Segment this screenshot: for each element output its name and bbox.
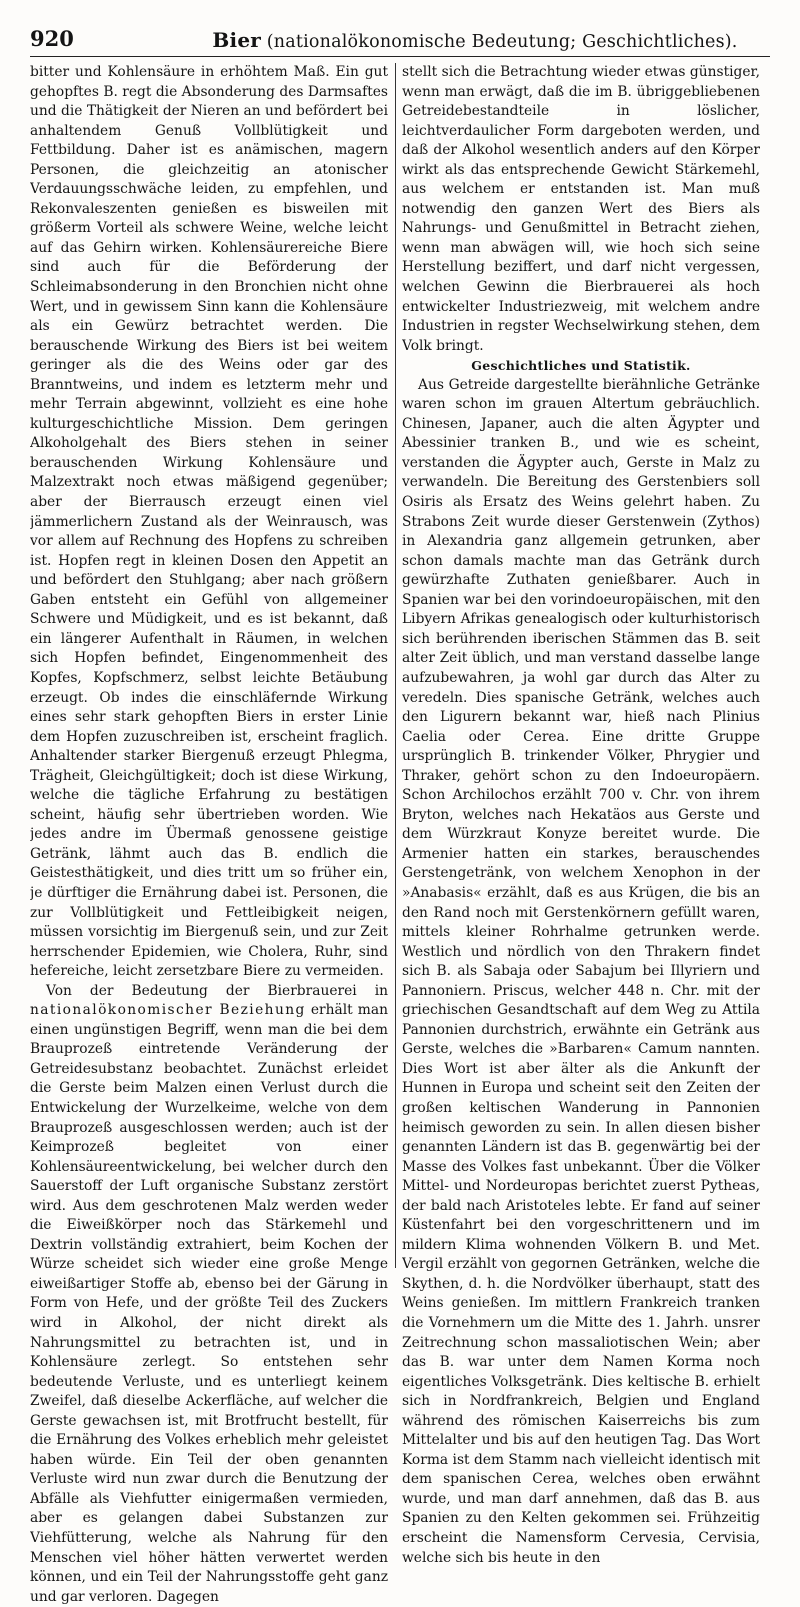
paragraph-economic-continued: stellt sich die Betrachtung wieder etwas günstiger, wenn man erwägt, daß die im B. übriggebliebenen Getreidebestandteile in löslicher, leichtverdaulicher Form dargeboten werden, und daß der Alkohol wesentlich anders auf den Körper wirkt als das entsprechende Gewicht Stärkemehl, aus welchem er entstanden ist. Man muß notwendig den ganzen Wert des Biers als Nahrungs- und Genußmittel in Betracht ziehen, wenn man abwägen will, wie hoch sich seine Herstellung beziffert, und darf nicht vergessen, welchen Gewinn die Bierbrauerei als hoch entwickelter Industriezweig, mit welchem andre Industrien in regster Wechselwirkung stehen, dem Volk bringt. bbox=[402, 64, 760, 354]
paragraph-health-effects: bitter und Kohlensäure in erhöhtem Maß. Ein gut gehopftes B. regt die Absonderung des Darmsaftes und die Thätigkeit der Nieren an und befördert bei anhaltendem Genuß Vollblütigkeit und Fettbildung. Daher ist es anämischen, magern Personen, die gleichzeitig an atonischer Verdauungsschwäche leiden, zu empfehlen, und Rekonvaleszenten genießen es bisweilen mit größerm Vorteil als schwere Weine, welche leicht auf das Gehirn wirken. Kohlensäurereiche Biere sind auch für die Beförderung der Schleimabsonderung in den Bronchien nicht ohne Wert, und in gewissem Sinn kann die Kohlensäure als ein Gewürz betrachtet werden. Die berauschende Wirkung des Biers ist bei weitem geringer als die des Weins oder gar des Branntweins, und indem es letzterm mehr und mehr Terrain abgewinnt, vollzieht es eine hohe kulturgeschichtliche Mission. Dem geringen Alkoholgehalt des Biers stehen in seiner berauschenden Wirkung Kohlensäure und Malzextrakt noch etwas mäßigend gegenüber; aber der Bierrausch erzeugt einen viel jämmerlichern Zustand als der Weinrausch, was vor allem auf Rechnung des Hopfens zu schreiben ist. Hopfen regt in kleinen Dosen den Appetit an und befördert den Stuhlgang; aber nach größern Gaben entsteht ein Gefühl von allgemeiner Schwere und Müdigkeit, und es ist bekannt, daß ein längerer Aufenthalt in Räumen, in welchen sich Hopfen befindet, Eingenommenheit des Kopfes, Kopfschmerz, selbst leichte Betäubung erzeugt. Ob indes die einschläfernde Wirkung eines sehr stark gehopften Biers in erster Linie dem Hopfen zuzuschreiben ist, erscheint fraglich. Anhaltender starker Biergenuß erzeugt Phlegma, Trägheit, Gleichgültigkeit; doch ist diese Wirkung, welche die tägliche Erfahrung zu bestätigen scheint, häufig sehr übertrieben worden. Wie jedes andre im Übermaß genossene geistige Getränk, lähmt auch das B. endlich die Geistesthätigkeit, und dies tritt um so früher ein, je dürftiger die Ernährung dabei ist. Personen, die zur Vollblütigkeit und Fettleibigkeit neigen, müssen vorsichtig im Biergenuß sein, und zur Zeit herrschender Epidemien, wie Cholera, Ruhr, sind hefereiche, leicht zersetzbare Biere zu vermeiden. bbox=[30, 64, 388, 980]
section-heading: Geschichtliches und Statistik. bbox=[471, 358, 691, 374]
paragraph-body: erhält man einen ungünstigen Begriff, wenn man die bei dem Brauprozeß eintretende Veränderung der Getreidesubstanz beobachtet. Zunächst erleidet die Gerste beim Malzen einen Verlust durch die Entwickelung der Wurzelkeime, welche von dem Brauprozeß ausgeschlossen werden; auch ist der Keimprozeß begleitet von einer Kohlensäureentwickelung, bei welcher durch den Sauerstoff der Luft organische Substanz zerstört wird. Aus dem geschrotenen Malz werden weder die Eiweißkörper noch das Stärkemehl und Dextrin vollständig extrahiert, beim Kochen der Würze scheidet sich wieder eine große Menge eiweißartiger Stoffe ab, ebenso bei der Gärung in Form von Hefe, und der größte Teil des Zuckers wird in Alkohol, der nicht direkt als Nahrungsmittel zu betrachten ist, und in Kohlensäure zerlegt. So entstehen sehr bedeutende Verluste, und es unterliegt keinem Zweifel, daß dieselbe Ackerfläche, auf welcher die Gerste gewachsen ist, mit Brotfrucht bestellt, für die Ernährung des Volkes erheblich mehr geleistet haben würde. Ein Teil der oben genannten Verluste wird nun zwar durch die Benutzung der Abfälle als Viehfutter einigermaßen vermieden, aber es gelangen dabei Substanzen zur Viehfütterung, welche als Nahrung für den Menschen viel höher hätten verwertet werden können, und ein Teil der Nahrungsstoffe geht ganz und gar verloren. Dagegen bbox=[30, 1002, 388, 1605]
running-title bbox=[180, 28, 770, 52]
right-column bbox=[402, 63, 760, 1568]
left-column bbox=[30, 63, 388, 1607]
page-header bbox=[30, 26, 770, 57]
paragraph-economic-significance bbox=[30, 982, 388, 1607]
text-columns bbox=[30, 63, 770, 1605]
running-title-subtitle: (nationalökonomische Bedeutung; Geschichtliches). bbox=[261, 32, 738, 52]
paragraph-history: Aus Getreide dargestellte bierähnliche Getränke waren schon im grauen Altertum gebräuchlich. Chinesen, Japaner, auch die alten Ägypter und Abessinier tranken B., und wie es scheint, verstanden die Ägypter auch, Gerste in Malz zu verwandeln. Die Bereitung des Gerstenbiers soll Osiris als Ersatz des Weins gelehrt haben. Zu Strabons Zeit wurde dieser Gerstenwein (Zythos) in Alexandria ganz allgemein getrunken, aber schon damals machte man das Getränk durch gewürzhafte Zuthaten genießbarer. Auch in Spanien war bei den vorindoeuropäischen, mit den Libyern Afrikas genealogisch oder kulturhistorisch sich berührenden iberischen Stämmen das B. seit alter Zeit üblich, und man verstand dasselbe lange aufzubewahren, ja wohl gar durch das Alter zu veredeln. Dies spanische Getränk, welches auch den Ligurern bekannt war, hieß nach Plinius Caelia oder Cerea. Eine dritte Gruppe ursprünglich B. trinkender Völker, Phrygier und Thraker, gehört schon zu den Indoeuropäern. Schon Archilochos erzählt 700 v. Chr. von ihrem Bryton, welches nach Hekatäos aus Gerste und dem Würzkraut Konyze bereitet wurde. Die Armenier hatten ein starkes, berauschendes Gerstengetränk, von welchem Xenophon in der »Anabasis« erzählt, daß es aus Krügen, die bis an den Rand noch mit Gerstenkörnern gefüllt waren, mittels kleiner Rohrhalme getrunken werde. Westlich und nördlich von den Thrakern findet sich B. als Sabaja oder Sabajum bei Illyriern und Pannoniern. Priscus, welcher 448 n. Chr. mit der griechischen Gesandtschaft auf dem Weg zu Attila Pannonien durchstrich, erwähnte ein Getränk aus Gerste, welches die »Barbaren« Camum nannten. Dies Wort ist aber älter als die Ankunft der Hunnen in Europa und scheint seit den Zeiten der großen keltischen Wanderung in Pannonien heimisch geworden zu sein. In allen diesen bisher genannten Ländern ist das B. gegenwärtig bei der Masse des Volkes fast unbekannt. Über die Völker Mittel- und Nordeuropas berichtet zuerst Pytheas, der bald nach Aristoteles lebte. Er fand auf seiner Küstenfahrt bei den vorgeschrittenern und im mildern Klima wohnenden Völkern B. und Met. Vergil erzählt von gegornen Getränken, welche die Skythen, d. h. die Nordvölker überhaupt, statt des Weins genießen. Im mittlern Frankreich tranken die Vornehmern um die Mitte des 1. Jahrh. unsrer Zeitrechnung schon massaliotischen Wein; aber das B. war unter dem Namen Korma noch eigentliches Volksgetränk. Dies keltische B. erhielt sich in Nordfrankreich, Belgien und England während des römischen Kaiserreichs bis zum Mittelalter und bis auf den heutigen Tag. Das Wort Korma ist dem Stamm nach vielleicht identisch mit dem spanischen Cerea, welches oben erwähnt wurde, und man darf annehmen, daß das B. aus Spanien zu den Kelten gekommen sei. Frühzeitig erscheint die Namensform Cervesia, Cervisia, welche sich bis heute in den bbox=[402, 376, 760, 1566]
paragraph-lead: Von der Bedeutung der Bierbrauerei in bbox=[46, 982, 388, 999]
emphasized-term: nationalökonomischer Beziehung bbox=[30, 1002, 306, 1019]
page-number: 920 bbox=[30, 26, 74, 51]
column-divider bbox=[395, 63, 396, 1268]
running-title-keyword: Bier bbox=[212, 28, 261, 52]
